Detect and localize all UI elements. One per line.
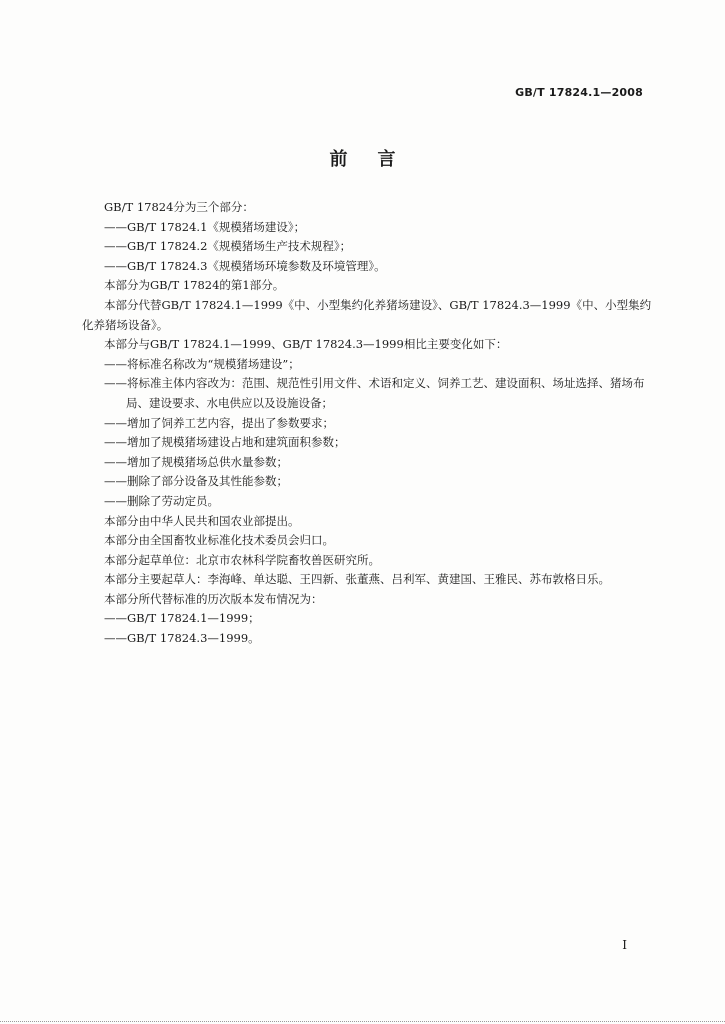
paragraph: 本部分主要起草人：李海峰、单达聪、王四新、张董燕、吕利军、黄建国、王雅民、苏布敦格日乐。	[104, 572, 610, 587]
list-item: ——GB/T 17824.1《规模猪场建设》；	[104, 219, 306, 234]
paragraph: 本部分由全国畜牧业标准化技术委员会归口。	[104, 533, 334, 548]
list-item: ——删除了劳动定员。	[104, 493, 219, 508]
list-item: ——将标准名称改为“规模猪场建设”；	[104, 356, 300, 371]
list-item: ——增加了规模猪场建设占地和建筑面积参数；	[104, 435, 346, 450]
list-item: ——GB/T 17824.2《规模猪场生产技术规程》；	[104, 239, 352, 254]
list-item: ——GB/T 17824.1—1999；	[104, 611, 260, 626]
paragraph: 本部分与GB/T 17824.1—1999、GB/T 17824.3—1999相比主要变化如下：	[104, 337, 508, 352]
scan-edge-divider	[0, 1020, 725, 1022]
paragraph: GB/T 17824分为三个部分：	[104, 200, 254, 214]
paragraph: 本部分所代替标准的历次版本发布情况为：	[104, 591, 323, 606]
list-item: ——增加了饲养工艺内容，提出了参数要求；	[104, 415, 334, 430]
list-item: ——增加了规模猪场总供水量参数；	[104, 454, 288, 469]
list-item: ——删除了部分设备及其性能参数；	[104, 474, 288, 489]
foreword-body	[82, 198, 652, 649]
list-item: ——GB/T 17824.3《规模猪场环境参数及环境管理》。	[104, 258, 386, 273]
list-item: ——GB/T 17824.3—1999。	[104, 631, 260, 646]
standard-code: GB/T 17824.1—2008	[515, 86, 643, 99]
page-number: I	[622, 938, 627, 952]
paragraph: 本部分为GB/T 17824的第1部分。	[104, 278, 285, 293]
paragraph: 本部分代替GB/T 17824.1—1999《中、小型集约化养猪场建设》、GB/T 17824.3—1999《中、小型集约化养猪场设备》。	[82, 297, 652, 332]
list-item: ——将标准主体内容改为：范围、规范性引用文件、术语和定义、饲养工艺、建设面积、场址选择、猪场布局、建设要求、水电供应以及设施设备；	[104, 376, 645, 410]
page-title: 前言	[329, 149, 426, 170]
paragraph: 本部分起草单位：北京市农林科学院畜牧兽医研究所。	[104, 552, 380, 567]
paragraph: 本部分由中华人民共和国农业部提出。	[104, 513, 300, 528]
